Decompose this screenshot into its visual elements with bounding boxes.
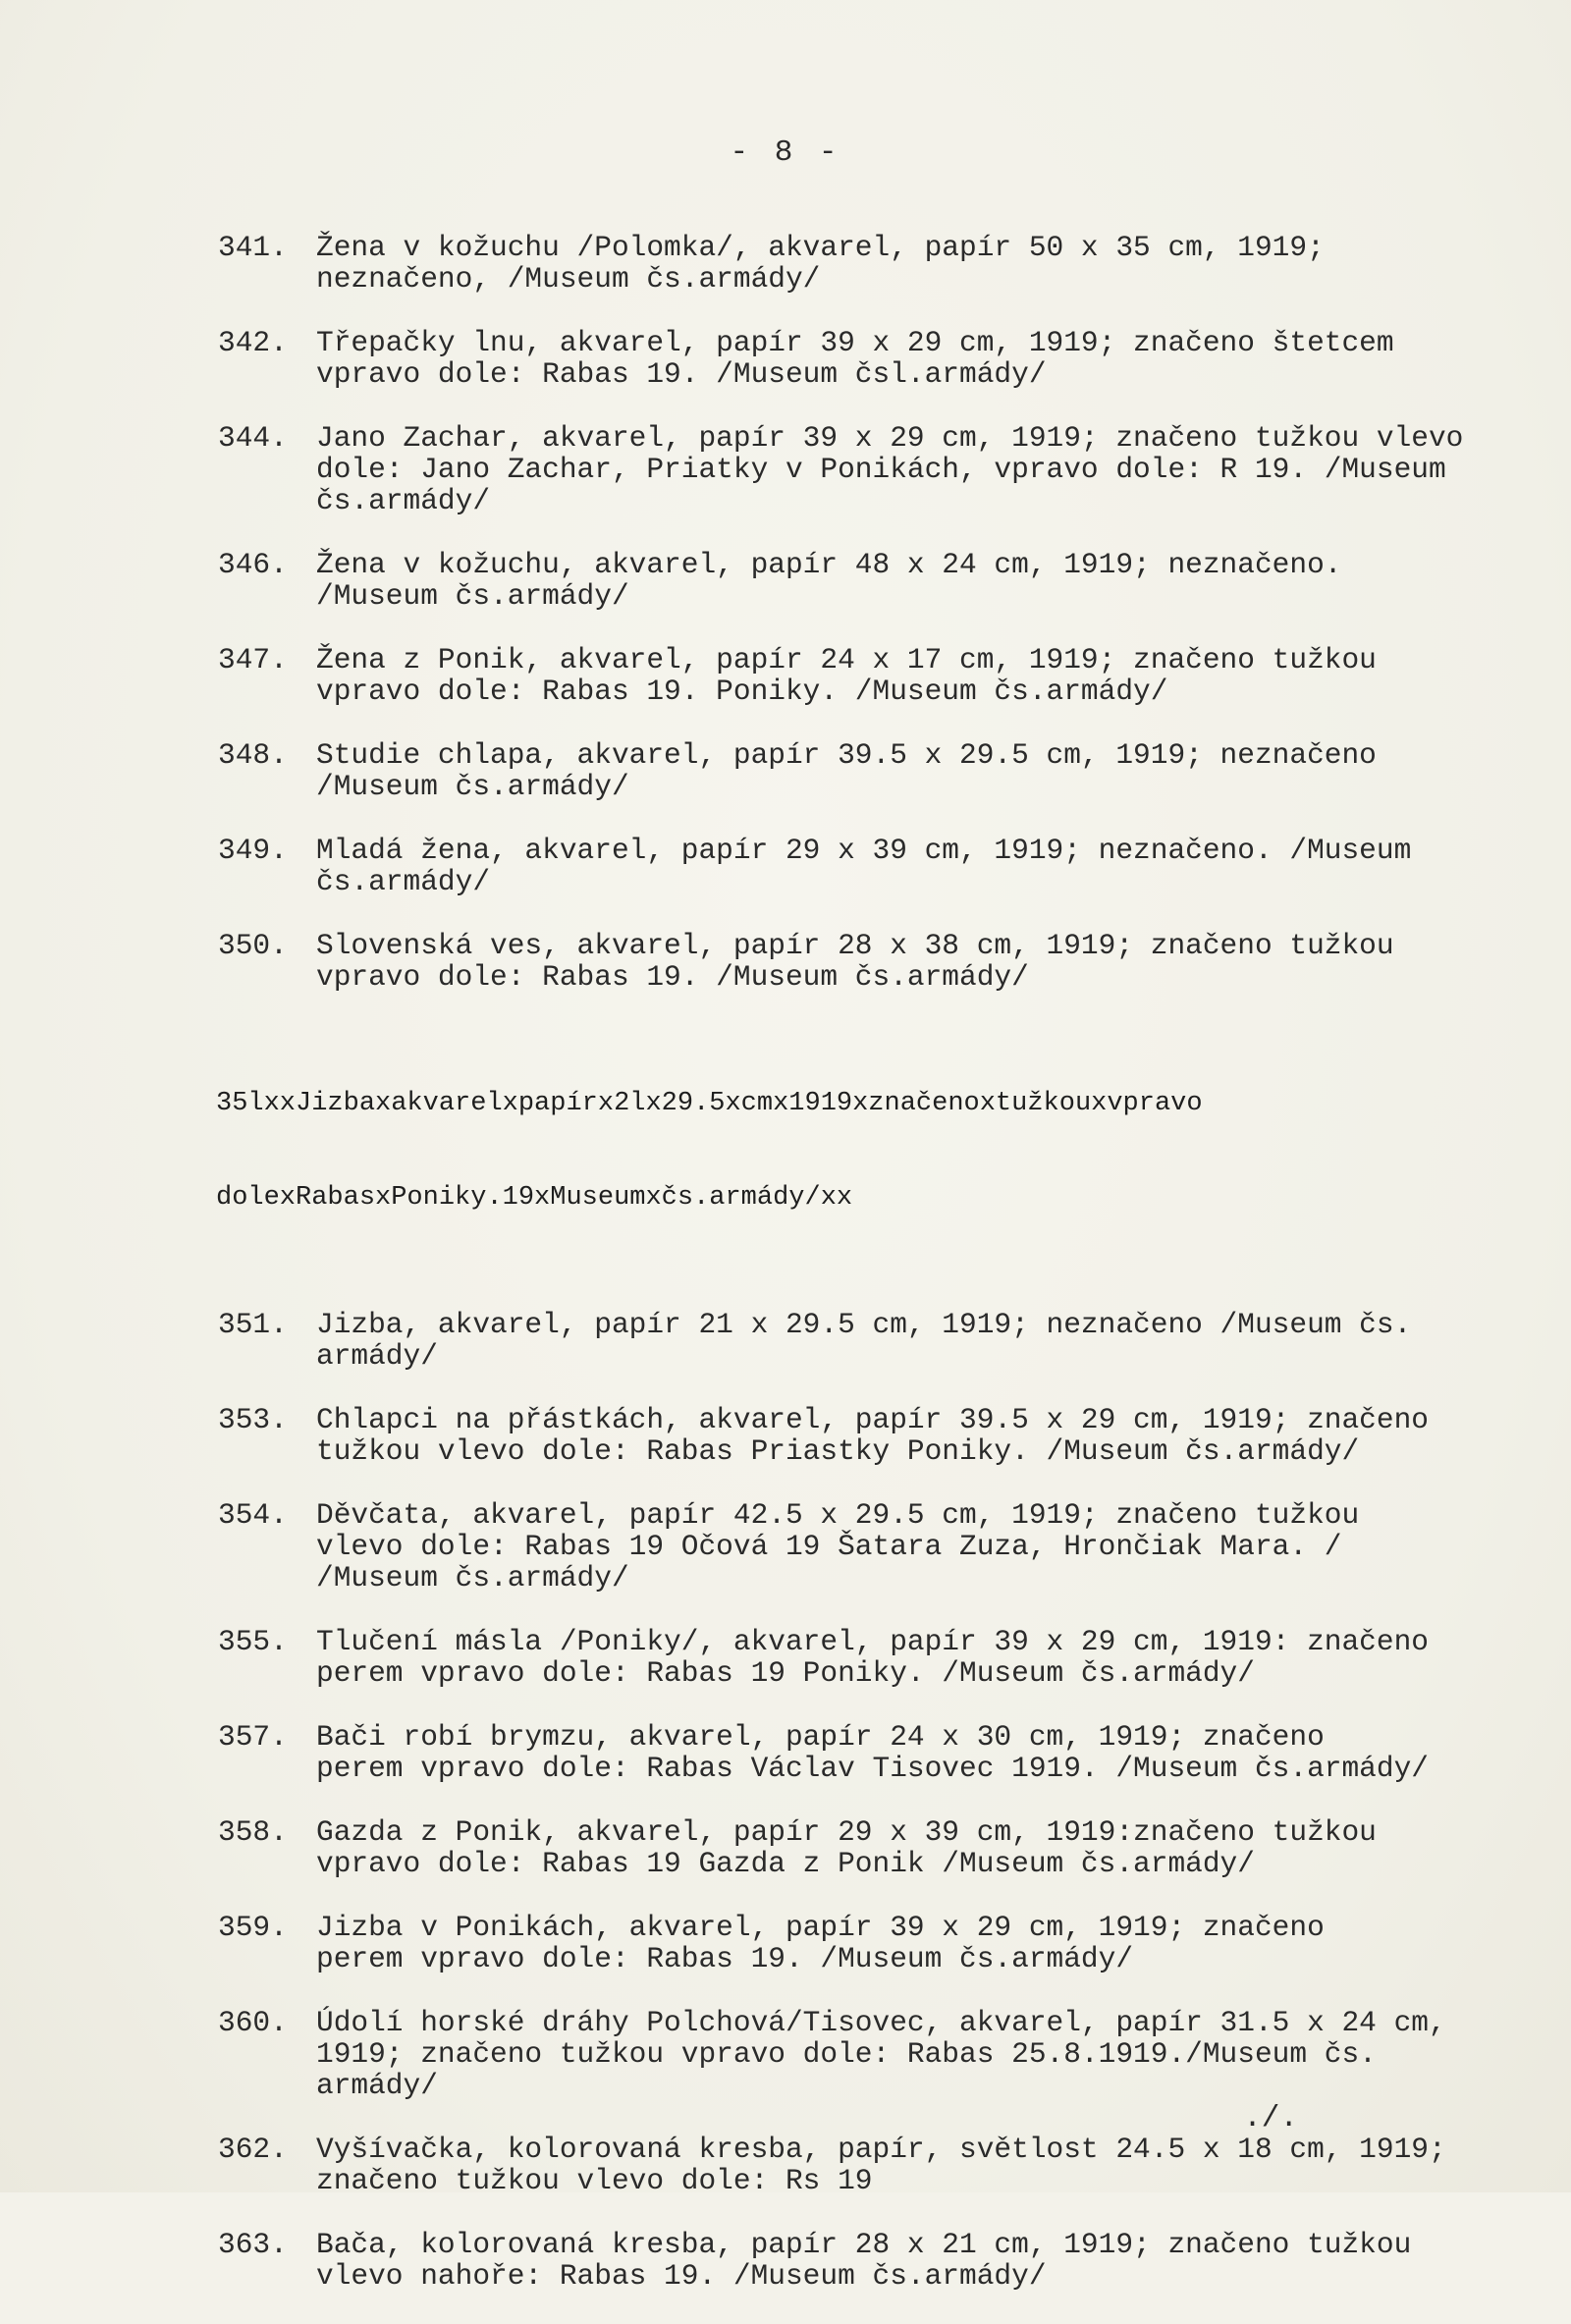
entry-text-line: vlevo nahoře: Rabas 19. /Museum čs.armády/	[316, 2259, 1047, 2293]
entry-text-line: Děvčata, akvarel, papír 42.5 x 29.5 cm, 1919; značeno tužkou	[316, 1498, 1360, 1532]
catalog-entry	[218, 1721, 1553, 1784]
catalog-entry	[218, 422, 1553, 516]
catalog-entry	[218, 2134, 1553, 2196]
entry-text-line: Studie chlapa, akvarel, papír 39.5 x 29.5 cm, 1919; neznačeno	[316, 738, 1377, 772]
continuation-mark: ./.	[1243, 2101, 1298, 2135]
entry-text-line: perem vpravo dole: Rabas Václav Tisovec 1919. /Museum čs.armády/	[316, 1752, 1429, 1785]
entry-text-line: perem vpravo dole: Rabas 19. /Museum čs.armády/	[316, 1942, 1134, 1975]
entry-number: 355.	[218, 1625, 288, 1658]
catalog-entry	[218, 549, 1553, 612]
entry-text-line: značeno tužkou vlevo dole: Rs 19	[316, 2164, 873, 2197]
entry-number: 360.	[218, 2006, 288, 2039]
struck-line: 35lxxJizbaxakvarelxpapírx2lx29.5xcmx1919xznačenoxtužkouxvpravo	[216, 1089, 1203, 1118]
entry-text-line: neznačeno, /Museum čs.armády/	[316, 262, 821, 296]
catalog-entry	[218, 1816, 1553, 1879]
catalog-entry	[218, 2229, 1553, 2292]
entry-number: 353.	[218, 1403, 288, 1436]
catalog-entry	[218, 644, 1553, 707]
catalog-entry	[218, 739, 1553, 802]
entry-text-line: perem vpravo dole: Rabas 19 Poniky. /Museum čs.armády/	[316, 1656, 1255, 1690]
entry-text-line: dole: Jano Zachar, Priatky v Ponikách, vpravo dole: R 19. /Museum	[316, 453, 1446, 486]
catalog-entries	[218, 232, 1553, 2324]
entry-text-line: vpravo dole: Rabas 19. /Museum čsl.armády/	[316, 357, 1047, 391]
entry-text-line: Tlučení másla /Poniky/, akvarel, papír 39 x 29 cm, 1919: značeno	[316, 1625, 1429, 1658]
entry-number: 349.	[218, 834, 288, 867]
entry-text-line: /Museum čs.armády/	[316, 1561, 629, 1594]
entry-text-line: Jano Zachar, akvarel, papír 39 x 29 cm, 1919; značeno tužkou vlevo	[316, 421, 1464, 455]
entry-text-line: tužkou vlevo dole: Rabas Priastky Poniky. /Museum čs.armády/	[316, 1434, 1360, 1468]
entry-number: 348.	[218, 738, 288, 772]
entry-text-line: čs.armády/	[316, 865, 491, 898]
entry-text-line: Mladá žena, akvarel, papír 29 x 39 cm, 1919; neznačeno. /Museum	[316, 834, 1412, 867]
entry-number: 346.	[218, 548, 288, 581]
entry-text-line: armády/	[316, 1339, 438, 1373]
catalog-entry	[218, 1404, 1553, 1467]
entry-text-line: /Museum čs.armády/	[316, 579, 629, 613]
entry-number: 351.	[218, 1308, 288, 1341]
entry-number: 342.	[218, 326, 288, 359]
catalog-entry	[218, 835, 1553, 897]
entry-text-line: vlevo dole: Rabas 19 Očová 19 Šatara Zuza, Hrončiak Mara. /	[316, 1530, 1342, 1563]
struck-line: dolexRabasxPoniky.19xMuseumxčs.armády/xx	[216, 1183, 853, 1213]
entry-number: 359.	[218, 1911, 288, 1944]
entry-text-line: Žena v kožuchu /Polomka/, akvarel, papír 50 x 35 cm, 1919;	[316, 231, 1325, 264]
entry-text-line: Gazda z Ponik, akvarel, papír 29 x 39 cm, 1919:značeno tužkou	[316, 1815, 1377, 1849]
entry-text-line: Třepačky lnu, akvarel, papír 39 x 29 cm, 1919; značeno štetcem	[316, 326, 1394, 359]
entry-text-line: 1919; značeno tužkou vpravo dole: Rabas 25.8.1919./Museum čs.	[316, 2037, 1377, 2071]
entry-text-line: /Museum čs.armády/	[316, 770, 629, 803]
catalog-entry	[218, 1626, 1553, 1689]
entry-text-line: Jizba, akvarel, papír 21 x 29.5 cm, 1919; neznačeno /Museum čs.	[316, 1308, 1412, 1341]
entry-text-line: Jizba v Ponikách, akvarel, papír 39 x 29 cm, 1919; značeno	[316, 1911, 1325, 1944]
entry-text-line: Žena v kožuchu, akvarel, papír 48 x 24 cm, 1919; neznačeno.	[316, 548, 1342, 581]
entry-number: 347.	[218, 643, 288, 676]
entry-number: 341.	[218, 231, 288, 264]
entry-text-line: vpravo dole: Rabas 19. /Museum čs.armády/	[316, 960, 1029, 994]
entry-text-line: Slovenská ves, akvarel, papír 28 x 38 cm, 1919; značeno tužkou	[316, 929, 1394, 962]
entry-text-line: Bača, kolorovaná kresba, papír 28 x 21 cm, 1919; značeno tužkou	[316, 2228, 1412, 2261]
catalog-entry	[218, 1499, 1553, 1594]
entries-group-before	[218, 232, 1553, 993]
entry-number: 354.	[218, 1498, 288, 1532]
entry-text-line: Údolí horské dráhy Polchová/Tisovec, akvarel, papír 31.5 x 24 cm,	[316, 2006, 1446, 2039]
entry-text-line: čs.armády/	[316, 484, 491, 517]
entry-text-line: vpravo dole: Rabas 19. Poniky. /Museum čs.armády/	[316, 675, 1168, 708]
entry-text-line: armády/	[316, 2069, 438, 2102]
entries-group-after	[218, 1309, 1553, 2292]
catalog-entry	[218, 930, 1553, 993]
entry-text-line: vpravo dole: Rabas 19 Gazda z Ponik /Museum čs.armády/	[316, 1847, 1255, 1880]
entry-text-line: Vyšívačka, kolorovaná kresba, papír, světlost 24.5 x 18 cm, 1919;	[316, 2133, 1446, 2166]
struck-out-entry	[216, 1025, 1492, 1276]
entry-number: 358.	[218, 1815, 288, 1849]
catalog-entry	[218, 327, 1553, 390]
catalog-entry	[218, 1912, 1553, 1974]
entry-number: 363.	[218, 2228, 288, 2261]
entry-text-line: Žena z Ponik, akvarel, papír 24 x 17 cm, 1919; značeno tužkou	[316, 643, 1377, 676]
catalog-entry	[218, 1309, 1553, 1372]
catalog-entry	[218, 232, 1553, 295]
entry-number: 362.	[218, 2133, 288, 2166]
catalog-entry	[218, 2007, 1553, 2101]
entry-text-line: Bači robí brymzu, akvarel, papír 24 x 30 cm, 1919; značeno	[316, 1720, 1325, 1754]
entry-number: 350.	[218, 929, 288, 962]
entry-number: 344.	[218, 421, 288, 455]
entry-text-line: Chlapci na přástkách, akvarel, papír 39.5 x 29 cm, 1919; značeno	[316, 1403, 1429, 1436]
page-number: - 8 -	[730, 135, 841, 170]
entry-number: 357.	[218, 1720, 288, 1754]
